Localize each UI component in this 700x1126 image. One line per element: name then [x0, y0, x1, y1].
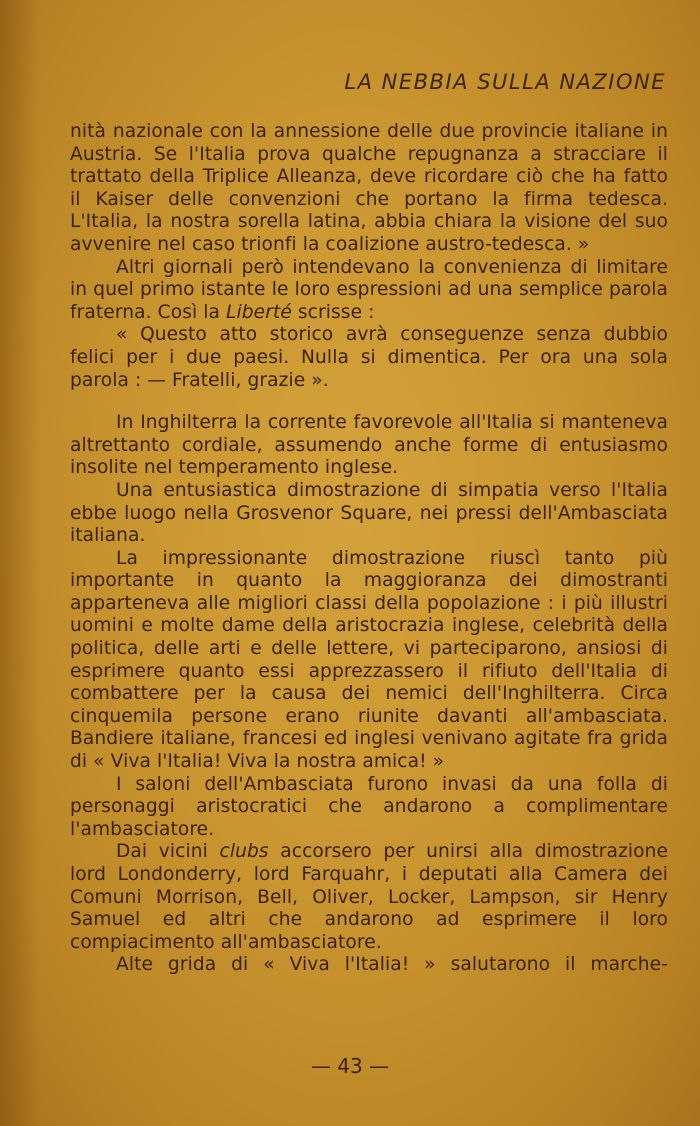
- page-edge-shadow: [0, 0, 40, 1126]
- paragraph-text: Dai vicini: [116, 841, 220, 863]
- paragraph: nità nazionale con la annessione delle due provincie italiane in Austria. Se l'Italia prova qualche repugnanza a stracciare il trattato della Triplice Alleanza, deve ricordare ciò che ha fatto il Kaiser delle convenzioni che portano la firma tedesca. L'Italia, la nostra sorella latina, abbia chiara la visione del suo avvenire nel caso trionfi la coalizione austro-tedesca. »: [70, 121, 668, 255]
- emphasis: Liberté: [226, 301, 292, 323]
- paragraph: I saloni dell'Ambasciata furono invasi da una folla di personaggi aristocratici che andarono a complimentare l'ambasciatore.: [70, 773, 668, 840]
- paragraph: [70, 841, 668, 954]
- emphasis: clubs: [219, 841, 269, 863]
- paragraph: « Questo atto storico avrà conseguenze senza dubbio felici per i due paesi. Nulla si dimentica. Per ora una sola parola : — Fratelli, grazie ».: [70, 324, 668, 391]
- paragraph: [70, 257, 668, 325]
- page-body: [70, 121, 668, 977]
- paragraph: Una entusiastica dimostrazione di simpatia verso l'Italia ebbe luogo nella Grosvenor Square, nei pressi dell'Ambasciata italiana.: [70, 479, 668, 547]
- running-title: LA NEBBIA SULLA NAZIONE: [344, 70, 666, 94]
- paragraph: La impressionante dimostrazione riuscì tanto più importante in quanto la maggioranza dei dimostranti apparteneva alle migliori classi della popolazione : i più illustri uomini e molte dame della aristocrazia inglese, celebrità della politica, delle arti e delle lettere, vi parteciparono, ansiosi di esprimere quanto essi apprezzassero il rifiuto dell'Italia di combattere per la causa dei nemici dell'Inghilterra. Circa cinquemila persone erano riunite davanti all'ambasciata. Bandiere italiane, francesi ed inglesi venivano agitate fra grida di « Viva l'Italia! Viva la nostra amica! »: [70, 547, 668, 773]
- paragraph: In Inghilterra la corrente favorevole all'Italia si manteneva altrettanto cordiale, assumendo anche forme di entusiasmo insolite nel temperamento inglese.: [70, 412, 668, 479]
- page-number: — 43 —: [310, 1054, 390, 1078]
- paragraph-text: scrisse :: [291, 301, 375, 323]
- paragraph: Alte grida di « Viva l'Italia! » salutarono il marche-: [116, 954, 668, 976]
- paragraph-text: Altri giornali però intendevano la convenienza di limitare in quel primo istante le loro espressioni ad una semplice parola fraterna. Così la: [70, 256, 668, 323]
- paragraph-text: accorsero per unirsi alla dimostrazione lord Londonderry, lord Farquahr, i deputati alla Camera dei Comuni Morrison, Bell, Oliver, Locker, Lampson, sir Henry Samuel ed altri che andarono ad esprimere il loro compiacimento all'ambasciatore.: [70, 841, 669, 953]
